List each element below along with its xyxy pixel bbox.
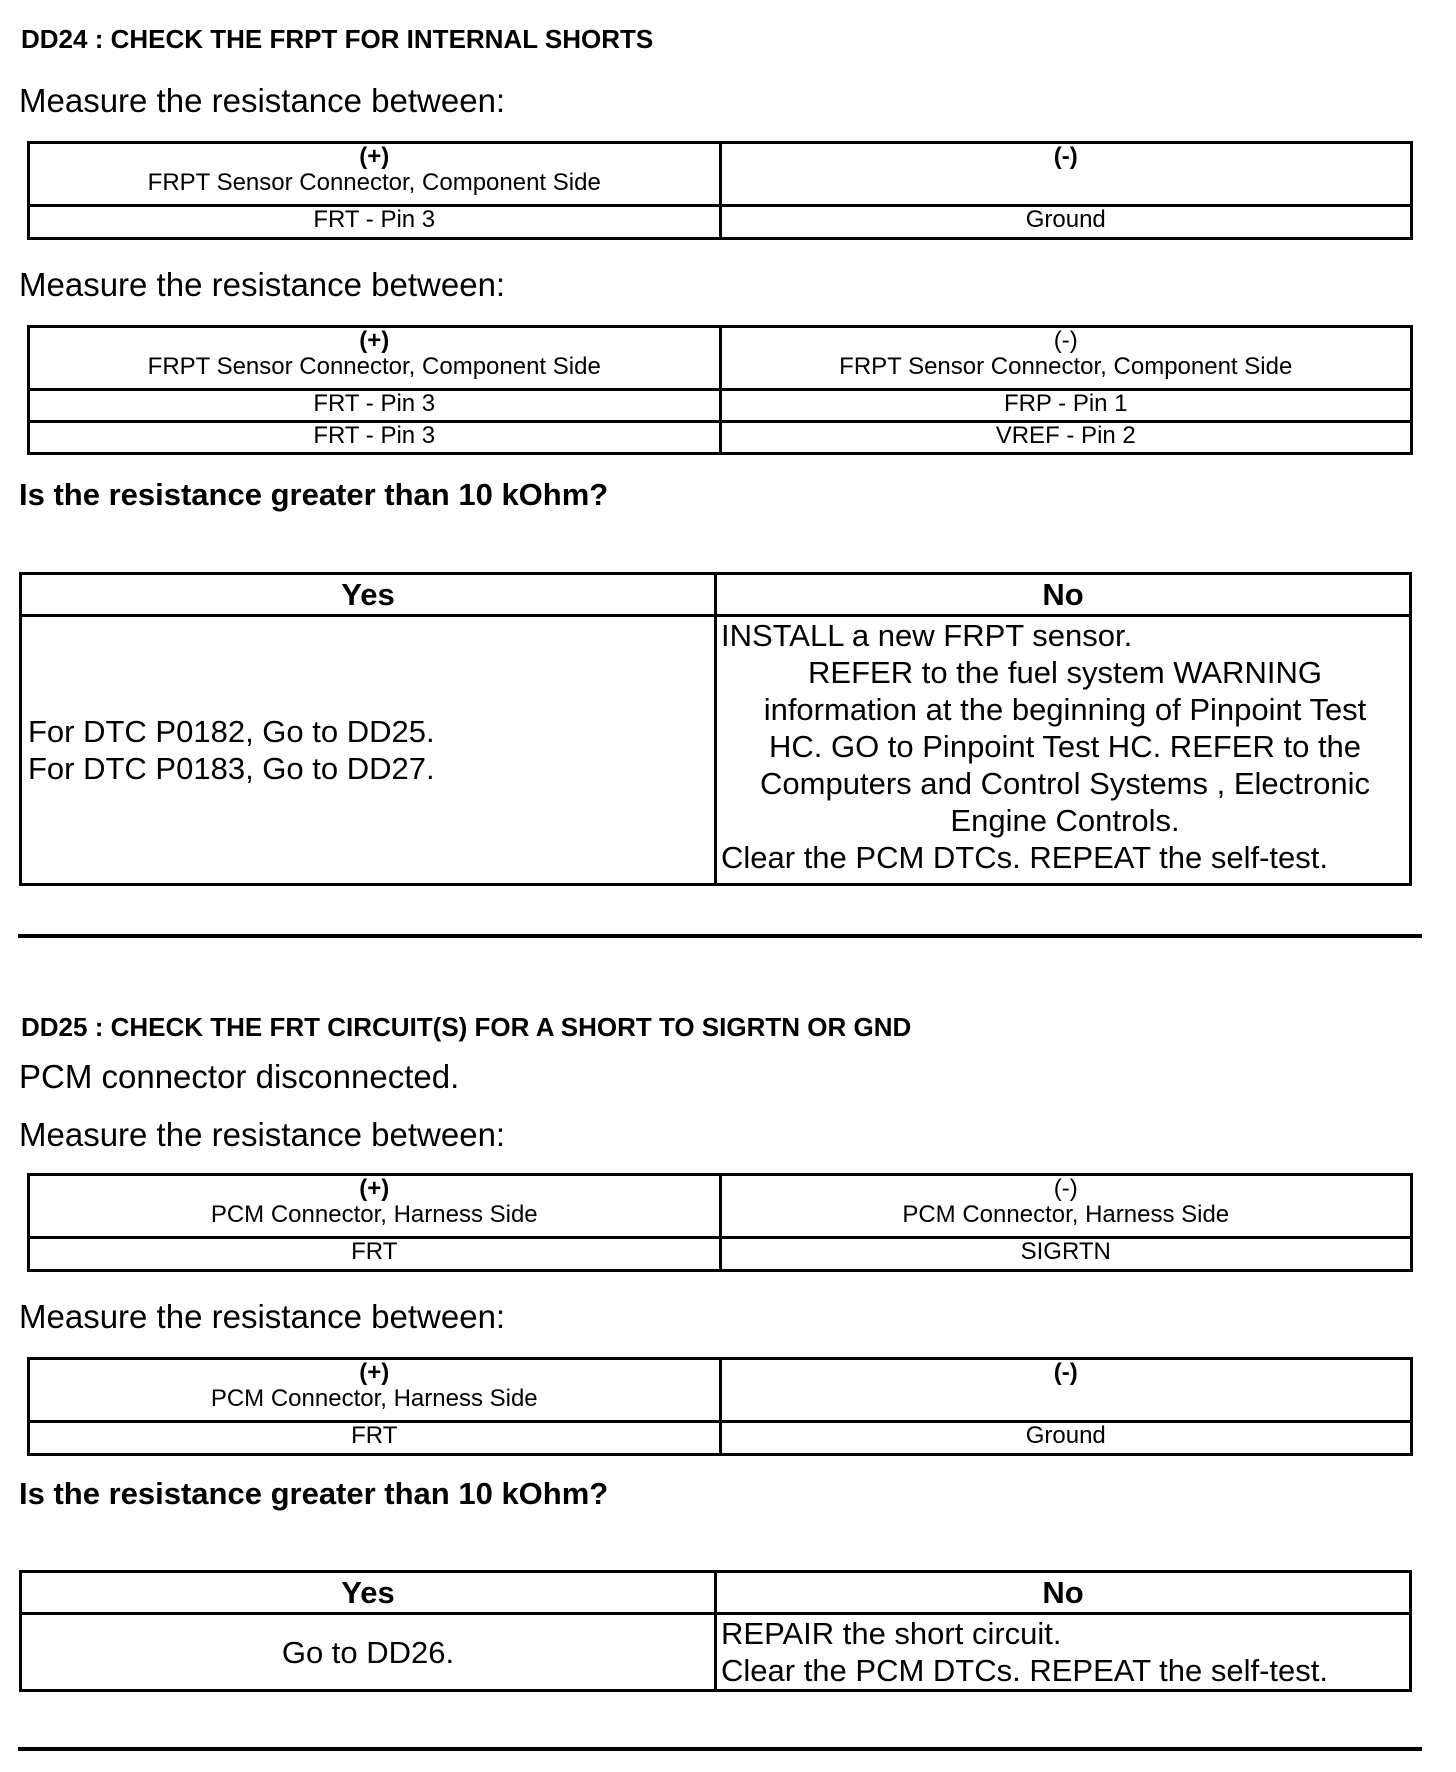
no-line: Clear the PCM DTCs. REPEAT the self-test. (721, 1653, 1328, 1688)
plus-label: FRPT Sensor Connector, Component Side (147, 353, 601, 380)
no-cell (716, 1614, 1411, 1691)
dd24-title: DD24 : CHECK THE FRPT FOR INTERNAL SHORTS (21, 24, 654, 54)
dd25-measure1-intro: Measure the resistance between: (19, 1116, 506, 1153)
decision-header-row (21, 1572, 1411, 1614)
table-row (29, 390, 1412, 422)
plus-label: PCM Connector, Harness Side (210, 1201, 538, 1228)
plus-cell: FRT (29, 1422, 721, 1455)
decision-header-row (21, 574, 1411, 616)
dd24-measure1-table (27, 141, 1413, 240)
minus-cell: FRP - Pin 1 (720, 390, 1412, 422)
minus-label: FRPT Sensor Connector, Component Side (839, 353, 1293, 380)
plus-header (29, 1175, 721, 1238)
table-row (29, 1422, 1412, 1455)
yes-header: Yes (21, 574, 716, 616)
section-divider (18, 1747, 1422, 1751)
minus-cell: SIGRTN (720, 1238, 1412, 1271)
plus-cell: FRT - Pin 3 (29, 390, 721, 422)
no-cell (716, 616, 1411, 885)
dd25-title: DD25 : CHECK THE FRT CIRCUIT(S) FOR A SHORT TO SIGRTN OR GND (21, 1012, 912, 1042)
no-line: Computers and Control Systems , Electronic (760, 766, 1370, 801)
minus-label: PCM Connector, Harness Side (902, 1201, 1230, 1228)
yes-line: For DTC P0183, Go to DD27. (28, 751, 435, 786)
no-line: Clear the PCM DTCs. REPEAT the self-test. (721, 840, 1328, 875)
decision-row (21, 1614, 1411, 1691)
table-row (29, 206, 1412, 239)
no-header: No (716, 574, 1411, 616)
dd24-measure2-intro: Measure the resistance between: (19, 266, 506, 303)
dd25-decision-table (19, 1570, 1412, 1692)
plus-symbol: (+) (359, 1175, 390, 1202)
no-line: information at the beginning of Pinpoint Test (763, 692, 1367, 727)
minus-cell: Ground (720, 1422, 1412, 1455)
minus-header (720, 1359, 1412, 1422)
table-row (29, 422, 1412, 454)
dd25-condition: PCM connector disconnected. (19, 1058, 460, 1095)
no-line: HC. GO to Pinpoint Test HC. REFER to the (768, 729, 1362, 764)
minus-symbol: (-) (1053, 1359, 1078, 1386)
minus-cell: Ground (720, 206, 1412, 239)
yes-line: Go to DD26. (281, 1634, 455, 1670)
dd25-question: Is the resistance greater than 10 kOhm? (19, 1476, 609, 1511)
dd25-measure1-table (27, 1173, 1413, 1272)
minus-cell: VREF - Pin 2 (720, 422, 1412, 454)
yes-header: Yes (21, 1572, 716, 1614)
section-divider (18, 934, 1422, 938)
plus-symbol: (+) (359, 1359, 390, 1386)
plus-label: FRPT Sensor Connector, Component Side (147, 169, 601, 196)
yes-cell (21, 616, 716, 885)
plus-cell: FRT - Pin 3 (29, 422, 721, 454)
no-line: REPAIR the short circuit. (721, 1616, 1062, 1651)
yes-line: For DTC P0182, Go to DD25. (28, 714, 435, 749)
plus-header (29, 327, 721, 390)
decision-row (21, 616, 1411, 885)
table-header-row (29, 143, 1412, 206)
no-line: REFER to the fuel system WARNING (808, 655, 1322, 690)
dd24-question: Is the resistance greater than 10 kOhm? (19, 477, 609, 512)
dd24-measure1-intro: Measure the resistance between: (19, 82, 506, 119)
plus-header (29, 1359, 721, 1422)
table-header-row (29, 327, 1412, 390)
plus-symbol: (+) (359, 327, 390, 354)
no-line: INSTALL a new FRPT sensor. (721, 618, 1133, 653)
dd24-decision-table (19, 572, 1412, 886)
plus-cell: FRT (29, 1238, 721, 1271)
minus-symbol: (-) (1053, 327, 1078, 354)
minus-symbol: (-) (1053, 143, 1078, 170)
dd25-measure2-intro: Measure the resistance between: (19, 1298, 506, 1335)
no-header: No (716, 1572, 1411, 1614)
table-header-row (29, 1359, 1412, 1422)
minus-header (720, 327, 1412, 390)
minus-header (720, 143, 1412, 206)
dd25-measure2-table (27, 1357, 1413, 1456)
plus-symbol: (+) (359, 143, 390, 170)
yes-cell (21, 1614, 716, 1691)
plus-label: PCM Connector, Harness Side (210, 1385, 538, 1412)
minus-header (720, 1175, 1412, 1238)
plus-header (29, 143, 721, 206)
table-header-row (29, 1175, 1412, 1238)
minus-symbol: (-) (1053, 1175, 1078, 1202)
dd24-measure2-table (27, 325, 1413, 455)
table-row (29, 1238, 1412, 1271)
plus-cell: FRT - Pin 3 (29, 206, 721, 239)
no-line: Engine Controls. (950, 803, 1180, 838)
